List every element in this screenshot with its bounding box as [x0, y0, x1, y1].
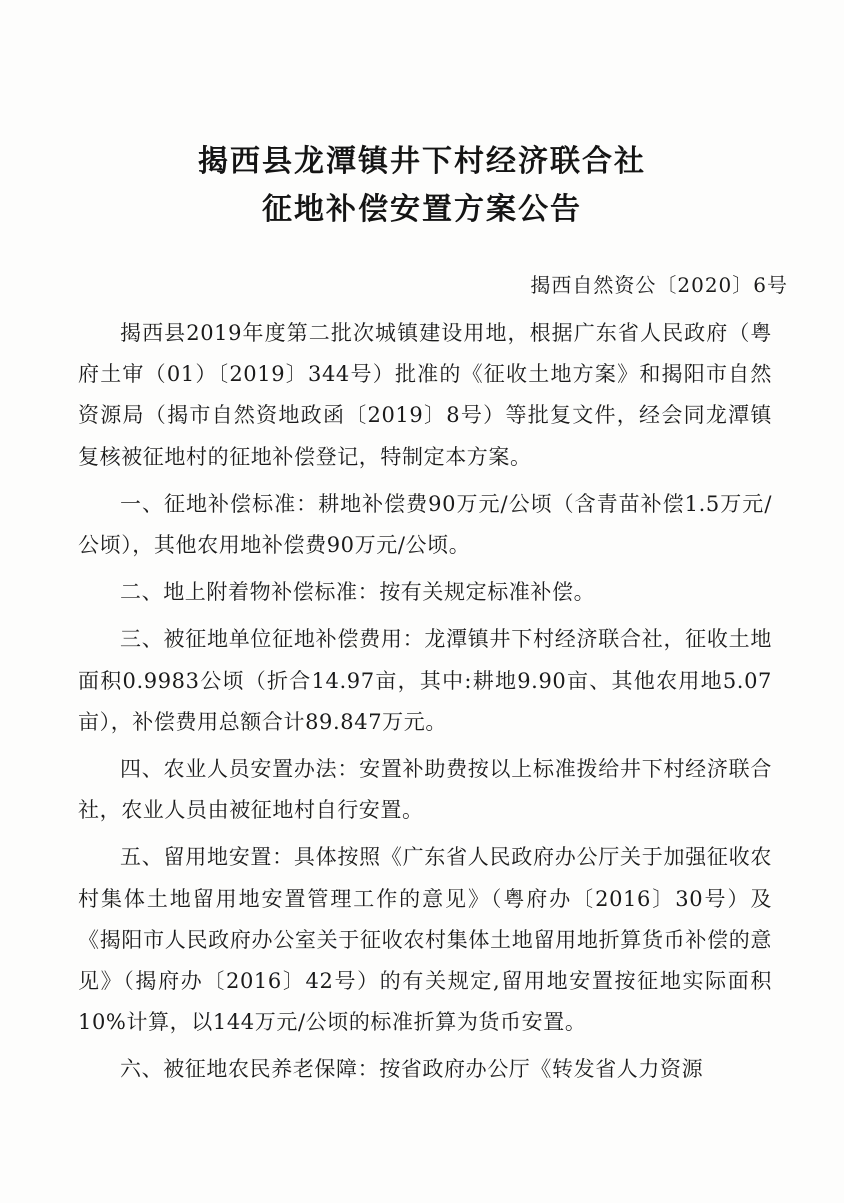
paragraph-compensation-fees: 三、被征地单位征地补偿费用：龙潭镇井下村经济联合社，征收土地面积0.9983公顷（折合14.97亩，其中:耕地9.90亩、其他农用地5.07亩），补偿费用总额合计89.847万元。 [78, 627, 772, 734]
document-title-line-2: 征地补偿安置方案公告 [262, 192, 582, 227]
document-title-line-1: 揭西县龙潭镇井下村经济联合社 [198, 144, 646, 179]
document-number: 揭西自然资公〔2020〕6号 [530, 273, 788, 297]
paragraph-pension-security: 六、被征地农民养老保障：按省政府办公厅《转发省人力资源 [120, 1057, 704, 1082]
paragraph-attachment-compensation: 二、地上附着物补偿标准：按有关规定标准补偿。 [120, 580, 596, 605]
paragraph-retained-land: 五、留用地安置：具体按照《广东省人民政府办公厅关于加强征收农村集体土地留用地安置管理工作的意见》（粤府办〔2016〕30号）及《揭阳市人民政府办公室关于征收农村集体土地留用地折算货币补偿的意见》（揭府办〔2016〕42号）的有关规定,留用地安置按征地实际面积10%计算，以144万元/公顷的标准折算为货币安置。 [78, 845, 772, 1035]
document-body [78, 313, 772, 1091]
paragraph-resettlement-method: 四、农业人员安置办法：安置补助费按以上标准拨给井下村经济联合社，农业人员由被征地村自行安置。 [78, 757, 772, 823]
paragraph-compensation-standard: 一、征地补偿标准：耕地补偿费90万元/公顷（含青苗补偿1.5万元/公顷），其他农用地补偿费90万元/公顷。 [78, 491, 772, 558]
paragraph-intro: 揭西县2019年度第二批次城镇建设用地，根据广东省人民政府（粤府土审（01）〔2019〕344号）批准的《征收土地方案》和揭阳市自然资源局（揭市自然资地政函〔2019〕8号）等批复文件，经会同龙潭镇复核被征地村的征地补偿登记，特制定本方案。 [78, 321, 772, 469]
